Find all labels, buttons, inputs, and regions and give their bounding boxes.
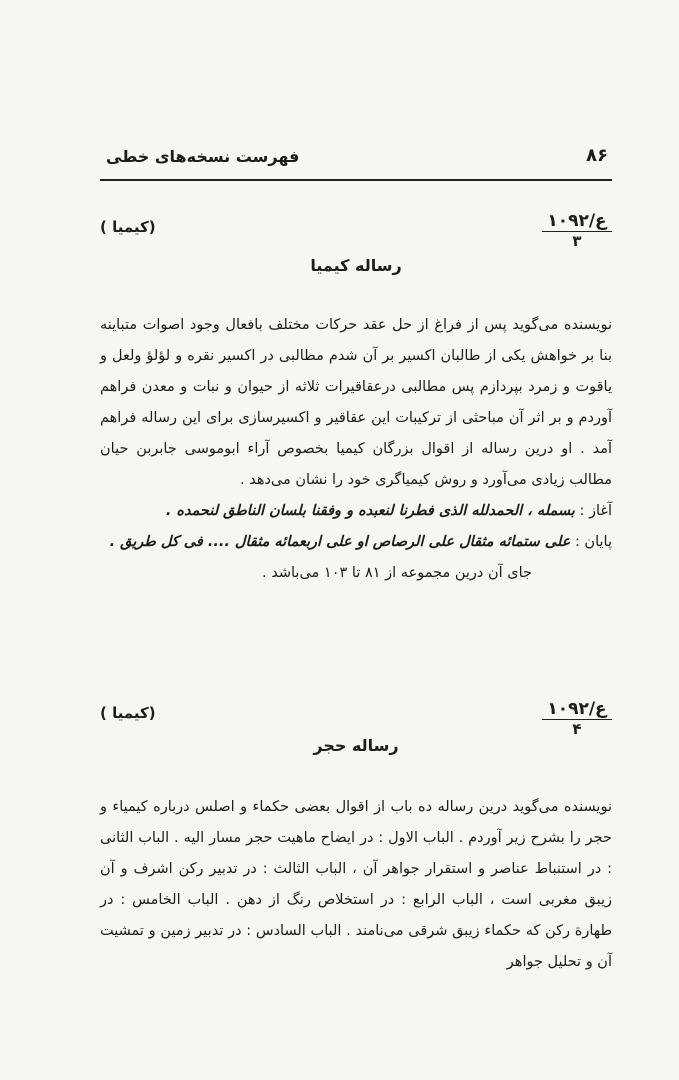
shelfmark: [542, 212, 612, 250]
entry-description: نویسنده می‌گوید پس از فراغ از حل عقد حرکات مختلف بافعال وجود اصوات متباینه بنا بر خواهش یکی از طالبان اکسیر بر آن شدم مطالبی در اکسیر نقره و لؤلؤ ولعل و یاقوت و زمرد بپردازم پس مطالبی درعقاقیرات ثلاثه از حیوان و نبات و معدن فراهم آوردم و بر اثر آن مباحثی از ترکیبات این عقاقیر و اکسیرسازی برای این رساله فراهم آمد . او درین رساله از اقوال بزرگان کیمیا بخصوص آراء ابوموسی جابربن حیان مطالب زیادی می‌آورد و روش کیمیاگری خود را نشان می‌دهد .: [100, 317, 612, 488]
header-title: فهرست نسخه‌های خطی: [106, 147, 300, 166]
entry-description: نویسنده می‌گوید درین رساله ده باب از اقوال بعضی حکماء و اصلس درباره کیمیاء و حجر را بشرح زیر آوردم . الباب الاول : در ایضاح ماهیت حجر مسار الیه . الباب الثانی : در استنباط عناصر و استقرار جواهر آن ، الباب الثالث : در تدبیر رکن اشرف و آن زیبق مغربی است ، الباب الرابع : در استخلاص رنگ از دهن . الباب الخامس : در طهارة رکن که حکماء زیبق شرقی می‌نامند . الباب السادس : در تدبیر زمین و تمشیت آن و تحلیل جواهر: [100, 799, 612, 970]
page-number: ۸۶: [586, 145, 608, 166]
shelfmark-sub: ۳: [572, 232, 582, 250]
catalog-entry: [100, 700, 612, 1030]
explicit-text: علی ستمائه مثقال علی الرصاص او علی اربعمائه مثقال .... فی کل طریق .: [109, 534, 571, 550]
explicit-label: پایان :: [574, 534, 612, 550]
shelfmark-number: ع/۱۰۹۲: [542, 700, 612, 720]
incipit-text: بسمله ، الحمدلله الذی فطرنا لنعبده و وفقنا بلسان الناطق لنحمده .: [165, 503, 575, 519]
entry-body: [100, 310, 612, 589]
category-label: (کیمیا ): [100, 218, 156, 236]
category-label: (کیمیا ): [100, 704, 156, 722]
header-rule: [100, 179, 612, 181]
entry-title: رساله کیمیا: [310, 256, 402, 275]
explicit: [100, 527, 612, 558]
shelfmark-number: ع/۱۰۹۲: [542, 212, 612, 232]
entry-body: [100, 792, 612, 978]
shelfmark-sub: ۴: [572, 720, 582, 738]
entry-title: رساله حجر: [313, 736, 399, 755]
running-header: [100, 143, 612, 183]
shelfmark: [542, 700, 612, 738]
catalog-entry: [100, 212, 612, 662]
location-note: جای آن درین مجموعه از ۸۱ تا ۱۰۳ می‌باشد .: [262, 565, 532, 581]
incipit: [100, 496, 612, 527]
incipit-label: آغاز :: [579, 503, 612, 519]
